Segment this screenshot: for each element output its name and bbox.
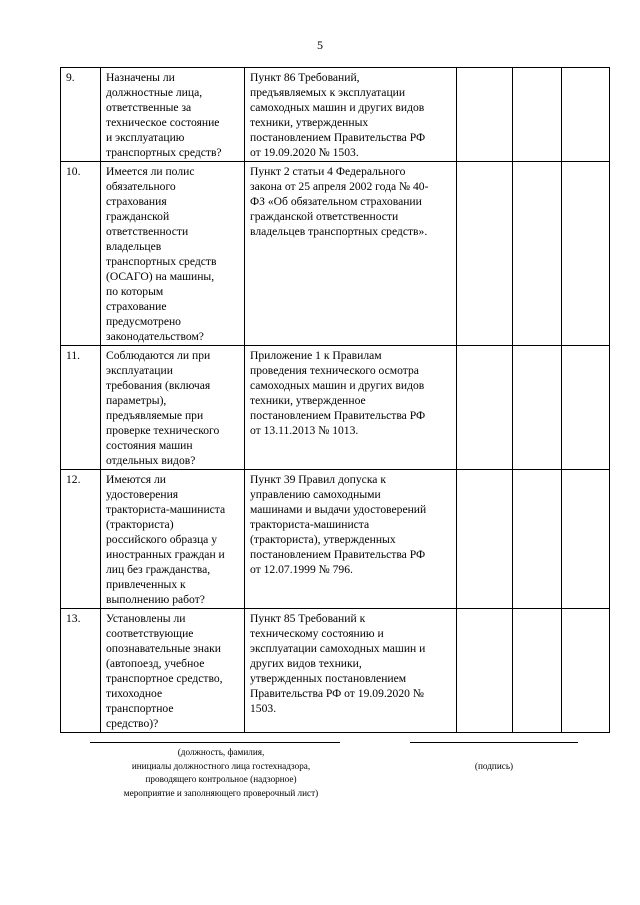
reference-cell: Пункт 2 статьи 4 Федерального закона от 25 апреля 2002 года № 40- ФЗ «Об обязательном страховании гражданской ответственности владельцев транспортных средств». <box>245 162 457 346</box>
question-cell: Соблюдаются ли при эксплуатации требования (включая параметры), предъявляемые при проверке технического состояния машин отдельных видов? <box>101 346 245 470</box>
caption-line: (должность, фамилия, <box>177 747 265 757</box>
row-number: 9. <box>61 68 101 162</box>
table-row <box>61 470 610 609</box>
answer-cell-yes[interactable] <box>457 470 513 609</box>
question-cell: Назначены ли должностные лица, ответственные за техническое состояние и эксплуатацию транспортных средств? <box>101 68 245 162</box>
row-number: 13. <box>61 609 101 733</box>
question-cell: Имеется ли полис обязательного страхования гражданской ответственности владельцев транспортных средств (ОСАГО) на машины, по которым страхование предусмотрено законодательством? <box>101 162 245 346</box>
reference-cell: Приложение 1 к Правилам проведения технического осмотра самоходных машин и других видов техники, утвержденное постановлением Правительства РФ от 13.11.2013 № 1013. <box>245 346 457 470</box>
answer-cell-no[interactable] <box>513 346 562 470</box>
answer-cell-na[interactable] <box>562 470 610 609</box>
question-cell: Имеются ли удостоверения тракториста-машиниста (тракториста) российского образца у иностранных граждан и лиц без гражданства, привлеченных к выполнению работ? <box>101 470 245 609</box>
caption-line: мероприятие и заполняющего проверочный лист) <box>123 787 319 798</box>
page-number: 5 <box>317 38 323 52</box>
position-name-caption <box>60 746 382 800</box>
answer-cell-yes[interactable] <box>457 346 513 470</box>
answer-cell-yes[interactable] <box>457 609 513 733</box>
answer-cell-no[interactable] <box>513 609 562 733</box>
reference-cell: Пункт 85 Требований к техническому состоянию и эксплуатации самоходных машин и других видов техники, утвержденных постановлением Правительства РФ от 19.09.2020 № 1503. <box>245 609 457 733</box>
question-cell: Установлены ли соответствующие опознавательные знаки (автопоезд, учебное транспортное средство, тихоходное транспортное средство)? <box>101 609 245 733</box>
answer-cell-yes[interactable] <box>457 68 513 162</box>
row-number: 12. <box>61 470 101 609</box>
table-row <box>61 68 610 162</box>
answer-cell-no[interactable] <box>513 162 562 346</box>
row-number: 10. <box>61 162 101 346</box>
answer-cell-na[interactable] <box>562 68 610 162</box>
answer-cell-yes[interactable] <box>457 162 513 346</box>
answer-cell-na[interactable] <box>562 162 610 346</box>
caption-line: инициалы должностного лица гостехнадзора, <box>131 760 311 771</box>
position-name-signature-line[interactable] <box>90 742 340 743</box>
table-row <box>61 609 610 733</box>
answer-cell-na[interactable] <box>562 346 610 470</box>
answer-cell-no[interactable] <box>513 68 562 162</box>
reference-cell: Пункт 86 Требований, предъявляемых к эксплуатации самоходных машин и других видов техники, утвержденных постановлением Правительства РФ от 19.09.2020 № 1503. <box>245 68 457 162</box>
caption-line: проводящего контрольное (надзорное) <box>145 774 297 784</box>
checklist-table <box>60 67 610 733</box>
answer-cell-no[interactable] <box>513 470 562 609</box>
table-row <box>61 162 610 346</box>
signature-line[interactable] <box>410 742 578 743</box>
reference-cell: Пункт 39 Правил допуска к управлению самоходными машинами и выдачи удостоверений тракториста-машиниста (тракториста), утвержденных постановлением Правительства РФ от 12.07.1999 № 796. <box>245 470 457 609</box>
row-number: 11. <box>61 346 101 470</box>
table-row <box>61 346 610 470</box>
answer-cell-na[interactable] <box>562 609 610 733</box>
signature-caption: (подпись) <box>474 761 514 771</box>
